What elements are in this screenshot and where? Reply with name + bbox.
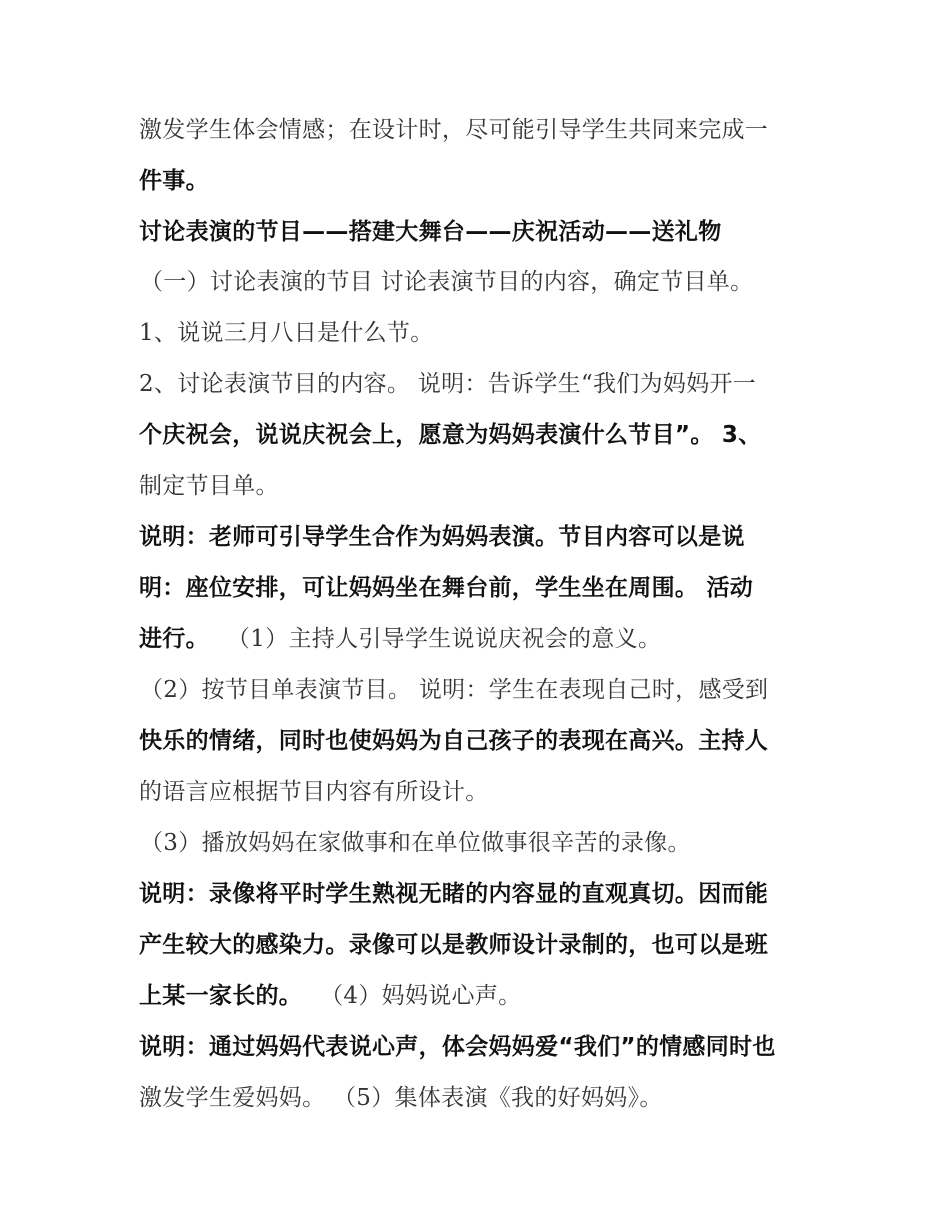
- paragraph-line: 说明：录像将平时学生熟视无睹的内容显的直观真切。因而能: [139, 881, 769, 907]
- paragraph-line: （3）播放妈妈在家做事和在单位做事很辛苦的录像。: [140, 830, 691, 856]
- paragraph-line-mixed: [139, 981, 521, 1011]
- paragraph-fragment: （4）妈妈说心声。: [320, 983, 522, 1009]
- paragraph-line: （一）讨论表演的节目 讨论表演节目的内容，确定节目单。: [140, 269, 754, 295]
- paragraph-line: 件事。: [139, 168, 209, 194]
- list-item: 2、讨论表演节目的内容。 说明：告诉学生“我们为妈妈开一: [139, 371, 757, 397]
- paragraph-line: 的语言应根据节目内容有所设计。: [139, 779, 489, 805]
- paragraph-line-mixed: [139, 624, 661, 654]
- paragraph-line: 明：座位安排，可让妈妈坐在舞台前，学生坐在周围。 活动: [139, 575, 754, 601]
- paragraph-line: （2）按节目单表演节目。 说明：学生在表现自己时，感受到: [140, 677, 769, 703]
- paragraph-line: 个庆祝会，说说庆祝会上，愿意为妈妈表演什么节目”。 3、: [139, 422, 762, 448]
- paragraph-line: 制定节目单。: [139, 473, 279, 499]
- paragraph-line: 说明：老师可引导学生合作为妈妈表演。节目内容可以是说: [139, 524, 745, 550]
- paragraph-line: 说明：通过妈妈代表说心声，体会妈妈爱“我们”的情感同时也: [139, 1034, 776, 1060]
- paragraph-line: 产生较大的感染力。录像可以是教师设计录制的，也可以是班: [139, 932, 769, 958]
- list-item: 1、说说三月八日是什么节。: [139, 320, 434, 346]
- paragraph-line: 快乐的情绪，同时也使妈妈为自己孩子的表现在高兴。主持人: [139, 728, 769, 754]
- paragraph-fragment: 进行。: [139, 626, 209, 652]
- paragraph-fragment: 上某一家长的。: [139, 983, 303, 1009]
- paragraph-fragment: （1）主持人引导学生说说庆祝会的意义。: [226, 626, 662, 652]
- section-heading: 讨论表演的节目——搭建大舞台——庆祝活动——送礼物: [139, 219, 722, 245]
- paragraph-line: 激发学生体会情感；在设计时，尽可能引导学生共同来完成一: [139, 117, 769, 143]
- paragraph-line: 激发学生爱妈妈。 （5）集体表演《我的好妈妈》。: [139, 1085, 663, 1111]
